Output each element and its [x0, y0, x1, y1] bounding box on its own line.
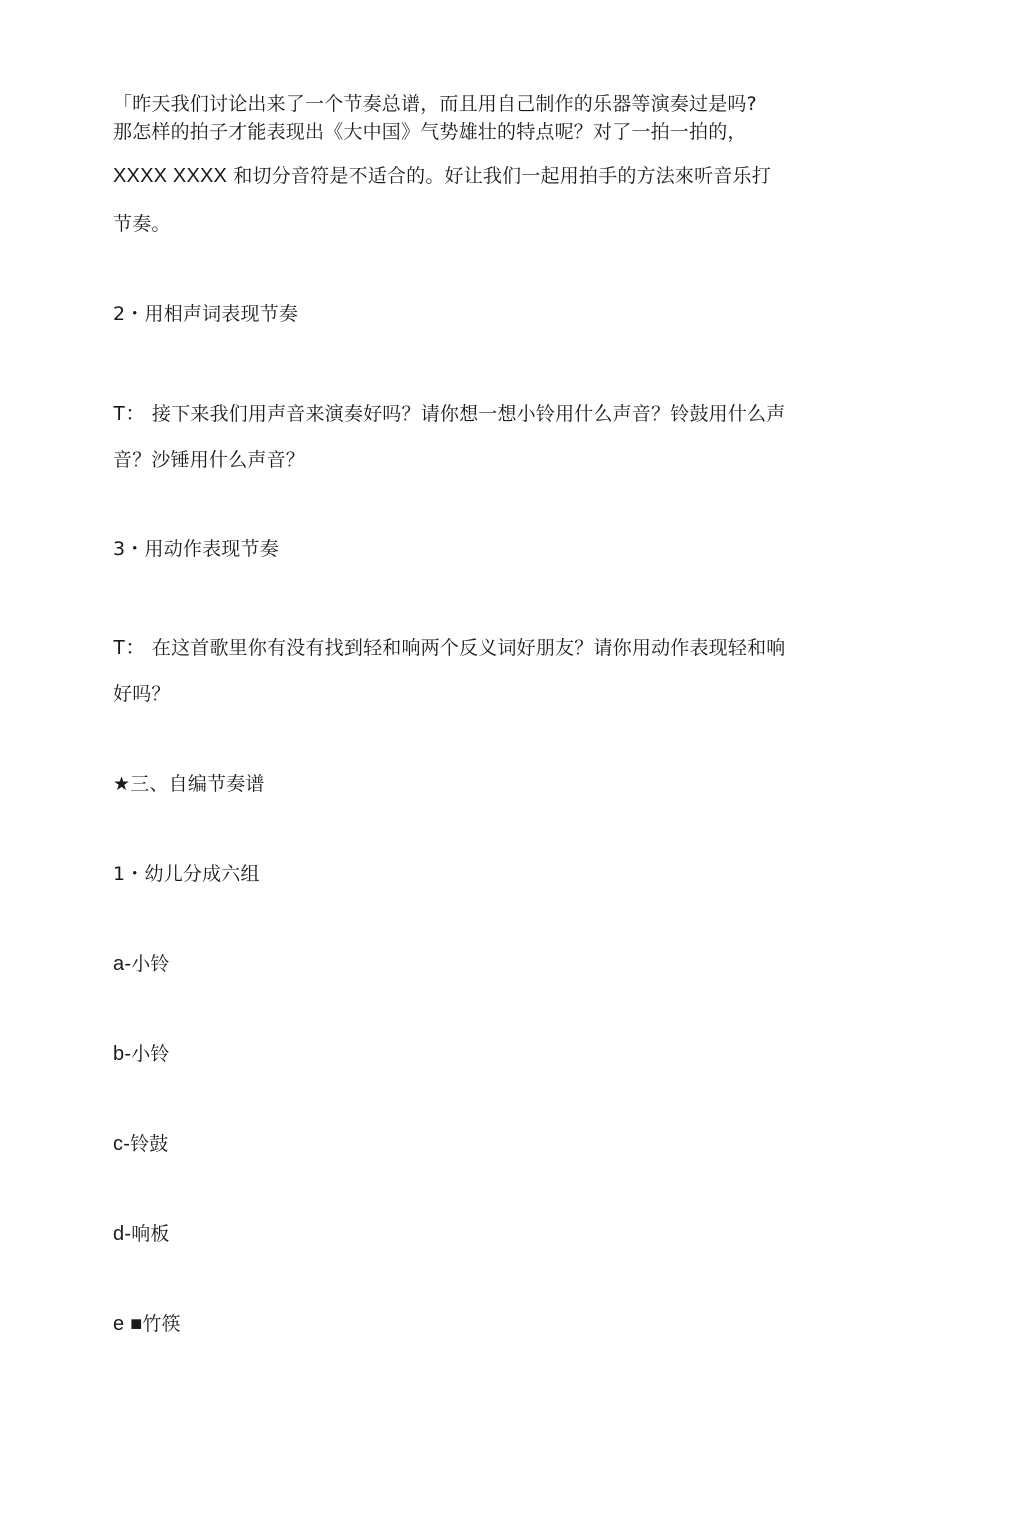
group-instrument: 小铃: [131, 1043, 170, 1065]
list-item: [113, 1312, 181, 1336]
group-letter: c: [113, 1133, 124, 1155]
list-item: [113, 1222, 170, 1246]
list-item: [113, 1042, 170, 1066]
group-separator: ■: [124, 1313, 143, 1335]
rhythm-notation: XXXX XXXX: [113, 165, 228, 187]
group-instrument: 竹筷: [142, 1313, 181, 1335]
group-separator: -: [124, 953, 132, 975]
group-separator: -: [124, 1223, 132, 1245]
part-3-heading: ★三、自编节奏谱: [113, 773, 265, 795]
section-3-question-line-1: [113, 636, 785, 660]
step-1-heading: 1・幼儿分成六组: [113, 863, 260, 885]
intro-line-3: [113, 164, 771, 188]
group-instrument: 铃鼓: [130, 1133, 169, 1155]
question-text: 接下来我们用声音来演奏好吗？请你想一想小铃用什么声音？铃鼓用什么声: [151, 403, 786, 425]
section-3-question-line-2: 好吗？: [113, 683, 171, 705]
group-letter: d: [113, 1223, 125, 1245]
list-item: [113, 1132, 168, 1156]
group-instrument: 小铃: [131, 953, 170, 975]
section-3-heading: 3・用动作表现节奏: [113, 538, 279, 560]
group-instrument: 响板: [131, 1223, 170, 1245]
group-letter: b: [113, 1043, 125, 1065]
list-item: [113, 952, 170, 976]
section-2-question-line-2: 音？沙锤用什么声音？: [113, 449, 306, 471]
intro-line-1: 「昨天我们讨论出来了一个节奏总谱，而且用自己制作的乐器等演奏过是吗?: [113, 93, 757, 115]
teacher-label: T：: [113, 637, 146, 659]
intro-line-4: 节奏。: [113, 213, 171, 235]
teacher-label: T：: [113, 403, 146, 425]
section-2-heading: 2・用相声词表现节奏: [113, 303, 299, 325]
intro-line-2: 那怎样的拍子才能表现出《大中国》气势雄壮的特点呢？对了一拍一拍的，: [113, 121, 747, 143]
group-separator: -: [123, 1133, 131, 1155]
group-letter: e: [113, 1313, 125, 1335]
section-2-question-line-1: [113, 402, 785, 426]
group-letter: a: [113, 953, 125, 975]
question-text: 在这首歌里你有没有找到轻和响两个反义词好朋友？请你用动作表现轻和响: [151, 637, 786, 659]
intro-line-3-text: 和切分音符是不适合的。好让我们一起用拍手的方法來听音乐打: [233, 165, 771, 187]
group-separator: -: [124, 1043, 132, 1065]
